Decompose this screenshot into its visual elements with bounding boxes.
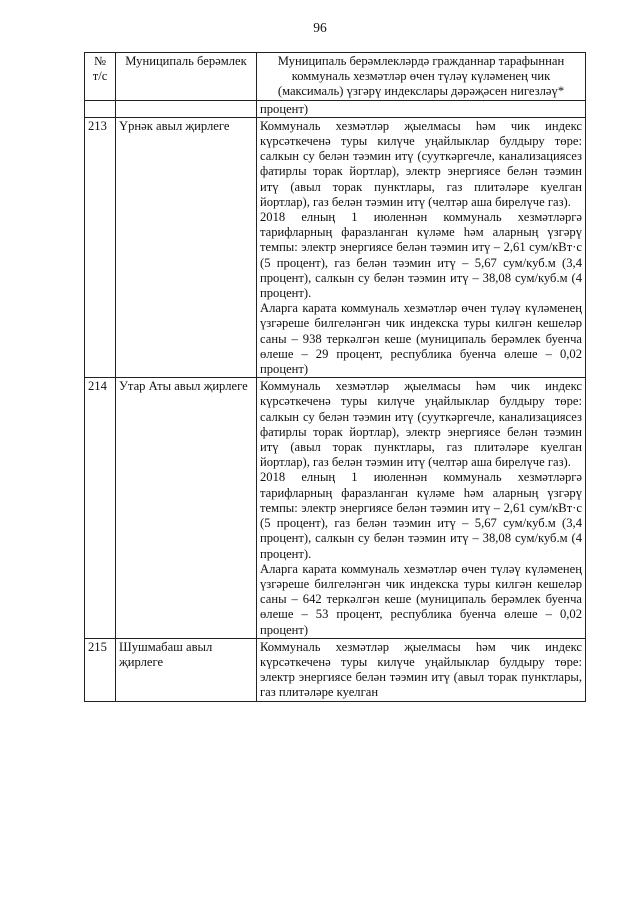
- description-paragraph: Коммуналь хезмәтләр җыелмасы һәм чик индекс күрсәткеченә туры килүче уңайлыклар булдыру төре: салкын су белән тәэмин итү (сууткәргечле, канализациясез фатирлы торак йортлар), электр энергиясе белән тәэмин итү (авыл торак пунктлары, газ плитәләре куелган йортлар), газ белән тәэмин итү (челтәр аша бирелүче газ).: [260, 118, 582, 209]
- header-municipality: Муниципаль берәмлек: [116, 53, 257, 101]
- table-row: [85, 638, 586, 701]
- row-description: [257, 117, 586, 377]
- description-paragraph: Аларга карата коммуналь хезмәтләр өчен түләү күләменең үзгәреше билгеләнгән чик индекска туры килгән кешеләр саны – 938 теркәлгән кеше (муниципаль берәмлек буенча өлеше – 29 процент, республика буенча өлеше – 0,02 процент): [260, 301, 582, 377]
- row-number: 215: [85, 638, 116, 701]
- table-row: [85, 378, 586, 638]
- description-paragraph: 2018 елның 1 июленнән коммуналь хезмәтләргә тарифларның фаразланган күләме һәм аларның үзгәрү темпы: электр энергиясе белән тәэмин итү – 2,61 сум/кВт·с (5 процент), газ белән тәэмин итү – 5,67 сум/куб.м (3,4 процент), салкын су белән тәэмин итү – 38,08 сум/куб.м (4 процент).: [260, 210, 582, 301]
- row-description: [257, 378, 586, 638]
- row-municipality: Үрнәк авыл җирлеге: [116, 117, 257, 377]
- tariff-index-table: [84, 52, 586, 702]
- description-paragraph: Коммуналь хезмәтләр җыелмасы һәм чик индекс күрсәткеченә туры килүче уңайлыклар булдыру төре: электр энергиясе белән тәэмин итү (авыл торак пунктлары, газ плитәләре куелган: [260, 639, 582, 700]
- row-municipality: Утар Аты авыл җирлеге: [116, 378, 257, 638]
- header-description: Муниципаль берәмлекләрдә гражданнар тарафыннан коммуналь хезмәтләр өчен түләү күләменең чик (максималь) үзгәрү индекслары дәрәҗәсен нигезләү*: [257, 53, 586, 101]
- continuation-row: [85, 100, 586, 117]
- continuation-municipality-cell: [116, 100, 257, 117]
- description-paragraph: 2018 елның 1 июленнән коммуналь хезмәтләргә тарифларның фаразланган күләме һәм аларның үзгәрү темпы: электр энергиясе белән тәэмин итү – 2,61 сум/кВт·с (5 процент), газ белән тәэмин итү – 5,67 сум/куб.м (3,4 процент), салкын су белән тәэмин итү – 38,08 сум/куб.м (4 процент).: [260, 470, 582, 561]
- description-paragraph: Коммуналь хезмәтләр җыелмасы һәм чик индекс күрсәткеченә туры килүче уңайлыклар булдыру төре: салкын су белән тәэмин итү (сууткәргечле, канализациясез фатирлы торак йортлар), электр энергиясе белән тәэмин итү (авыл торак пунктлары, газ плитәләре куелган йортлар), газ белән тәэмин итү (челтәр аша бирелүче газ).: [260, 379, 582, 470]
- header-number: № т/с: [85, 53, 116, 101]
- description-paragraph: Аларга карата коммуналь хезмәтләр өчен түләү күләменең үзгәреше билгеләнгән чик индекска туры килгән кешеләр саны – 642 теркәлгән кеше (муниципаль берәмлек буенча өлеше – 53 процент, республика буенча өлеше – 0,02 процент): [260, 561, 582, 637]
- row-number: 213: [85, 117, 116, 377]
- table-header-row: [85, 53, 586, 101]
- row-number: 214: [85, 378, 116, 638]
- continuation-number-cell: [85, 100, 116, 117]
- row-description: [257, 638, 586, 701]
- continuation-text: процент): [257, 100, 586, 117]
- row-municipality: Шушмабаш авыл җирлеге: [116, 638, 257, 701]
- table-row: [85, 117, 586, 377]
- page-number: 96: [313, 20, 327, 35]
